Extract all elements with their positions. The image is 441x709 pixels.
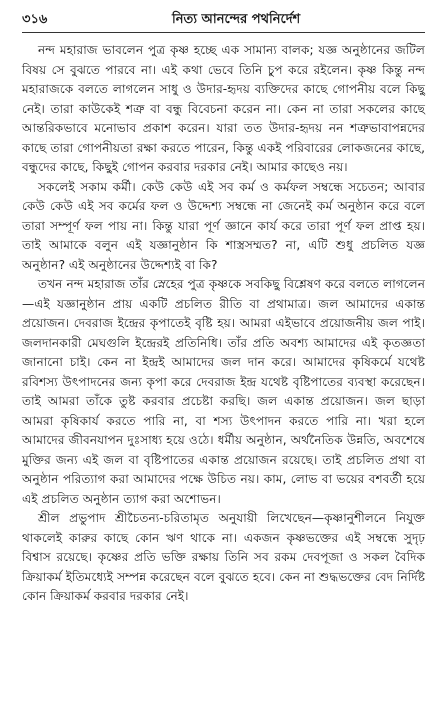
page-number: ৩১৬ [22,12,48,27]
running-title: নিত্য আনন্দের পথনির্দেশ [172,12,301,27]
body-text [22,41,425,607]
page-header [22,10,425,33]
paragraph: শ্রীল প্রভুপাদ শ্রীচৈতন্য-চরিতামৃত অনুযায়ী লিখেছেন—কৃষ্ণানুশীলনে নিযুক্ত থাকলেই কারুর কাছে কোন ঋণ থাকে না। একজন কৃষ্ণভক্তের এই সম্বন্ধে সুদৃঢ় বিশ্বাস রয়েছে। কৃষ্ণের প্রতি ভক্তি রক্ষায় তিনি সব রকম দেবপূজা ও সকল বৈদিক ক্রিয়াকর্ম ইতিমধ্যেই সম্পন্ন করেছেন বলে বুঝতে হবে। কেন না শুদ্ধভক্তের বেদ নির্দিষ্ট কোন ক্রিয়াকর্ম করবার দরকার নেই। [22,511,425,603]
paragraph: তখন নন্দ মহারাজ তাঁর স্নেহের পুত্র কৃষ্ণকে সবকিছু বিশ্লেষণ করে বলতে লাগলেন—এই যজ্ঞানুষ্ঠান প্রায় একটি প্রচলিত রীতি বা প্রথামাত্র। জল আমাদের একান্ত প্রয়োজন। দেবরাজ ইন্দ্রের কৃপাতেই বৃষ্টি হয়। আমরা এইভাবে প্রয়োজনীয় জল পাই। জলদানকারী মেঘগুলি ইন্দ্রেরই প্রতিনিধি। তাঁর প্রতি অবশ্য আমাদের এই কৃতজ্ঞতা জানানো চাই। কেন না ইন্দ্রই আমাদের জল দান করে। আমাদের কৃষিকর্মে যথেষ্ট রবিশস্য উৎপাদনের জন্য কৃপা করে দেবরাজ ইন্দ্র যথেষ্ট বৃষ্টিপাতের ব্যবস্থা করেছেন। তাই আমরা তাঁকে তুষ্ট করবার প্রচেষ্টা করছি। জল একান্ত প্রয়োজন। জল ছাড়া আমরা কৃষিকার্য করতে পারি না, বা শস্য উৎপাদন করতে পারি না। খরা হলে আমাদের জীবনযাপন দুঃসাধ্য হয়ে ওঠে। ধর্মীয় অনুষ্ঠান, অর্থনৈতিক উন্নতি, অবশেষে মুক্তির জন্য এই জল বা বৃষ্টিপাতের একান্ত প্রয়োজন রয়েছে। তাই প্রচলিত প্রথা বা অনুষ্ঠান পরিত্যাগ করা আমাদের পক্ষে উচিত নয়। কাম, লোভ বা ভয়ের বশবর্তী হয়ে এই প্রচলিত অনুষ্ঠান ত্যাগ করা অশোভন। [22,277,425,506]
paragraph: নন্দ মহারাজ ভাবলেন পুত্র কৃষ্ণ হচ্ছে এক সামান্য বালক; যজ্ঞ অনুষ্ঠানের জটিল বিষয় সে বুঝতে পারবে না। এই কথা ভেবে তিনি চুপ করে রইলেন। কৃষ্ণ কিন্তু নন্দ মহারাজকে বলতে লাগলেন সাধু ও উদার-হৃদয় ব্যক্তিদের কাছে গোপনীয় বলে কিছু নেই। তারা কাউকেই শত্রু বা বন্ধু বিবেচনা করেন না। কেন না তারা সকলের কাছে আন্তরিকভাবে মনোভাব প্রকাশ করেন। যারা তত উদার-হৃদয় নন শত্রুভাবাপন্নদের কাছে তারা গোপনীয়তা রক্ষা করতে পারেন, কিন্তু একই পরিবারের লোকজনের কাছে, বন্ধুদের কাছে, কিছুই গোপন করবার দরকার নেই। আমার কাছেও নয়। [22,43,425,174]
paragraph: সকলেই সকাম কর্মী। কেউ কেউ এই সব কর্ম ও কর্মফল সম্বন্ধে সচেতন; আবার কেউ কেউ এই সব কর্মের ফল ও উদ্দেশ্য সম্বন্ধে না জেনেই কর্ম অনুষ্ঠান করে বলে তারা সম্পূর্ণ ফল পায় না। কিন্তু যারা পূর্ণ জ্ঞানে কার্য করে তারা পূর্ণ ফল প্রাপ্ত হয়। তাই আমাকে বলুন এই যজ্ঞানুষ্ঠান কি শাস্ত্রসম্মত? না, এটি শুধু প্রচলিত যজ্ঞ অনুষ্ঠান? এই অনুষ্ঠানের উদ্দেশ্যই বা কি? [22,179,425,272]
